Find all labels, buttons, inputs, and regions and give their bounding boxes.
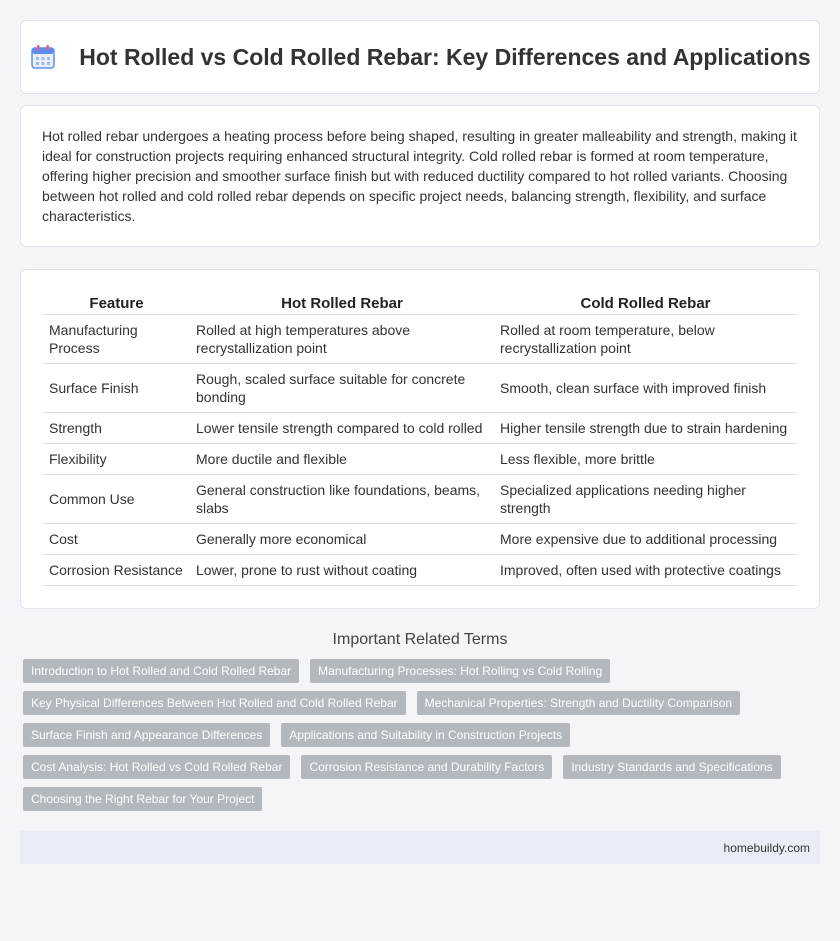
hot-rolled-cell: Generally more economical	[190, 524, 494, 555]
cold-rolled-cell: More expensive due to additional processing	[494, 524, 797, 555]
table-row	[43, 444, 797, 475]
comparison-card	[20, 269, 820, 609]
footer-site-link[interactable]: homebuildy.com	[723, 840, 810, 855]
feature-cell: Corrosion Resistance	[43, 555, 190, 586]
intro-text: Hot rolled rebar undergoes a heating process before being shaped, resulting in greater malleability and strength, making it ideal for construction projects requiring enhanced structural integrity. Cold rolled rebar is formed at room temperature, offering higher precision and smoother surface finish but with reduced ductility compared to hot rolled variants. Choosing between hot rolled and cold rolled rebar depends on specific project needs, balancing strength, flexibility, and surface characteristics.	[42, 128, 797, 224]
related-terms-list	[0, 659, 840, 819]
feature-cell: Common Use	[43, 475, 190, 524]
page-title: Hot Rolled vs Cold Rolled Rebar: Key Differences and Applications	[79, 43, 811, 70]
table-row	[43, 315, 797, 364]
hot-rolled-cell: Lower tensile strength compared to cold rolled	[190, 413, 494, 444]
table-row	[43, 364, 797, 413]
hot-rolled-cell: Rolled at high temperatures above recrystallization point	[190, 315, 494, 364]
related-term-link[interactable]: Surface Finish and Appearance Differences	[23, 723, 270, 747]
table-header-row	[43, 290, 797, 315]
hot-rolled-cell: Lower, prone to rust without coating	[190, 555, 494, 586]
feature-cell: Flexibility	[43, 444, 190, 475]
related-term-link[interactable]: Mechanical Properties: Strength and Ductility Comparison	[417, 691, 740, 715]
related-term-link[interactable]: Manufacturing Processes: Hot Rolling vs Cold Rolling	[310, 659, 610, 683]
cold-rolled-cell: Smooth, clean surface with improved finish	[494, 364, 797, 413]
related-term-link[interactable]: Choosing the Right Rebar for Your Project	[23, 787, 262, 811]
related-term-link[interactable]: Key Physical Differences Between Hot Rolled and Cold Rolled Rebar	[23, 691, 406, 715]
related-terms-title: Important Related Terms	[332, 631, 508, 648]
page-footer	[20, 831, 820, 864]
hot-rolled-cell: More ductile and flexible	[190, 444, 494, 475]
header-hot-rolled: Hot Rolled Rebar	[190, 290, 494, 315]
cold-rolled-cell: Specialized applications needing higher strength	[494, 475, 797, 524]
hot-rolled-cell: Rough, scaled surface suitable for concrete bonding	[190, 364, 494, 413]
related-term-link[interactable]: Industry Standards and Specifications	[563, 755, 780, 779]
related-term-link[interactable]: Applications and Suitability in Construction Projects	[281, 723, 570, 747]
table-row	[43, 413, 797, 444]
cold-rolled-cell: Less flexible, more brittle	[494, 444, 797, 475]
related-term-link[interactable]: Introduction to Hot Rolled and Cold Rolled Rebar	[23, 659, 299, 683]
feature-cell: Strength	[43, 413, 190, 444]
related-term-link[interactable]: Cost Analysis: Hot Rolled vs Cold Rolled Rebar	[23, 755, 290, 779]
feature-cell: Cost	[43, 524, 190, 555]
table-row	[43, 524, 797, 555]
related-term-link[interactable]: Corrosion Resistance and Durability Factors	[301, 755, 552, 779]
intro-card	[20, 105, 820, 247]
cold-rolled-cell: Rolled at room temperature, below recrystallization point	[494, 315, 797, 364]
table-row	[43, 475, 797, 524]
feature-cell: Surface Finish	[43, 364, 190, 413]
header-feature: Feature	[43, 290, 190, 315]
cold-rolled-cell: Higher tensile strength due to strain hardening	[494, 413, 797, 444]
comparison-table	[43, 290, 797, 586]
feature-cell: Manufacturing Process	[43, 315, 190, 364]
table-row	[43, 555, 797, 586]
header-cold-rolled: Cold Rolled Rebar	[494, 290, 797, 315]
hot-rolled-cell: General construction like foundations, beams, slabs	[190, 475, 494, 524]
calendar-icon	[29, 43, 57, 71]
page-header	[20, 20, 820, 94]
cold-rolled-cell: Improved, often used with protective coatings	[494, 555, 797, 586]
